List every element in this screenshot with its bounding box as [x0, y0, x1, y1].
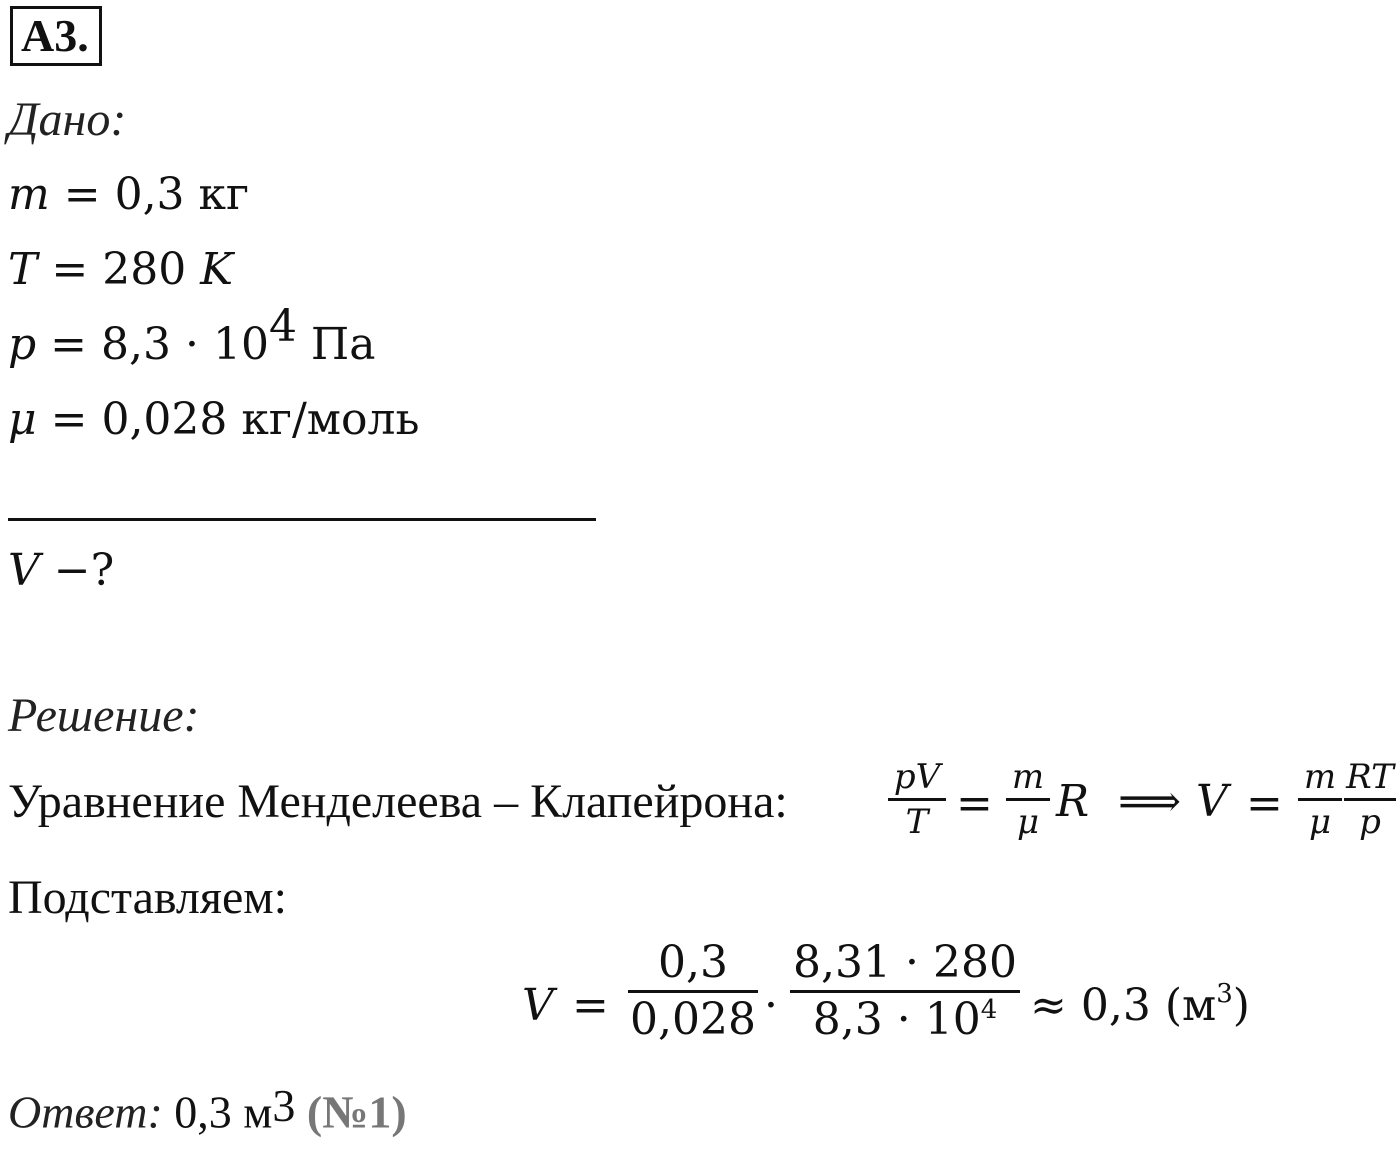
given-mass [8, 166, 249, 223]
formula-equals-1: = [956, 778, 993, 829]
given-temperature-unit: K [200, 244, 234, 295]
find-question: −? [39, 545, 115, 596]
given-pressure-unit: Па [296, 319, 376, 370]
given-divider [8, 518, 596, 521]
calc-dot: · [764, 980, 778, 1031]
given-pressure [8, 301, 376, 373]
calc-pressure-value [790, 995, 1020, 1045]
find-line [8, 542, 114, 599]
calc-pressure-exponent: 4 [980, 995, 998, 1025]
formula-fraction-pv-t [888, 758, 946, 841]
given-pressure-value: = 8,3 · 10 [36, 319, 269, 370]
calc-result-value: ≈ 0,3 (м [1030, 980, 1217, 1031]
calc-rt-value: 8,31 · 280 [793, 937, 1017, 988]
calc-mass: 0,3 [658, 937, 728, 988]
calc-fraction-rt-p [790, 938, 1020, 1045]
solution-heading: Решение: [8, 689, 200, 742]
given-pressure-exponent: 4 [268, 301, 297, 352]
formula-fraction-m-mu-2 [1298, 758, 1342, 841]
given-mass-value: = 0,3 кг [49, 169, 250, 220]
formula-fraction-rt-p [1344, 758, 1396, 841]
formula-m-2: m [1303, 757, 1337, 797]
fraction-bar [1006, 798, 1050, 801]
problem-number: А3. [10, 6, 102, 66]
calc-pressure-base: 8,3 · 10 [812, 994, 981, 1045]
given-molar-mass [8, 391, 419, 448]
given-pressure-var: p [8, 319, 37, 370]
given-molar-mass-value: = 0,028 кг/моль [36, 394, 420, 445]
answer-exponent: 3 [272, 1080, 296, 1131]
given-temperature-value: = 280 [37, 244, 201, 295]
calc-v: V [522, 980, 554, 1031]
formula-implies: ⟹ [1118, 776, 1182, 827]
given-mass-var: m [8, 169, 50, 220]
equation-label: Уравнение Менделеева – Клапейрона: [8, 775, 788, 828]
answer-label: Ответ: [8, 1086, 163, 1138]
formula-rt: RT [1346, 757, 1394, 797]
formula-v: V [1196, 776, 1228, 827]
calc-equals: = [572, 980, 609, 1031]
given-temperature-var: T [8, 244, 38, 295]
formula-p: p [1359, 802, 1381, 842]
fraction-bar [628, 990, 758, 993]
fraction-bar [790, 990, 1020, 993]
answer-line [8, 1078, 407, 1151]
given-molar-mass-var: μ [8, 394, 37, 445]
formula-mu-2: μ [1308, 802, 1332, 842]
calc-result-exponent: 3 [1216, 979, 1233, 1009]
formula-fraction-m-mu [1006, 758, 1050, 841]
calc-fraction-mass [628, 938, 758, 1045]
formula-t: T [905, 802, 929, 842]
fraction-bar [1344, 798, 1396, 801]
substitute-label: Подставляем: [8, 871, 287, 924]
answer-value: 0,3 м [162, 1086, 273, 1138]
given-heading: Дано: [8, 93, 127, 146]
calc-result-close: ) [1232, 980, 1250, 1031]
formula-pv: pV [893, 757, 941, 797]
calc-molar-mass: 0,028 [630, 994, 756, 1045]
answer-reference: (№1) [295, 1086, 407, 1138]
fraction-bar [1298, 798, 1342, 801]
find-var: V [8, 545, 40, 596]
calc-result [1030, 978, 1250, 1034]
fraction-bar [888, 798, 946, 801]
formula-r: R [1056, 776, 1090, 827]
formula-equals-2: = [1246, 778, 1283, 829]
given-temperature [8, 241, 233, 298]
formula-m: m [1011, 757, 1045, 797]
formula-mu: μ [1016, 802, 1040, 842]
